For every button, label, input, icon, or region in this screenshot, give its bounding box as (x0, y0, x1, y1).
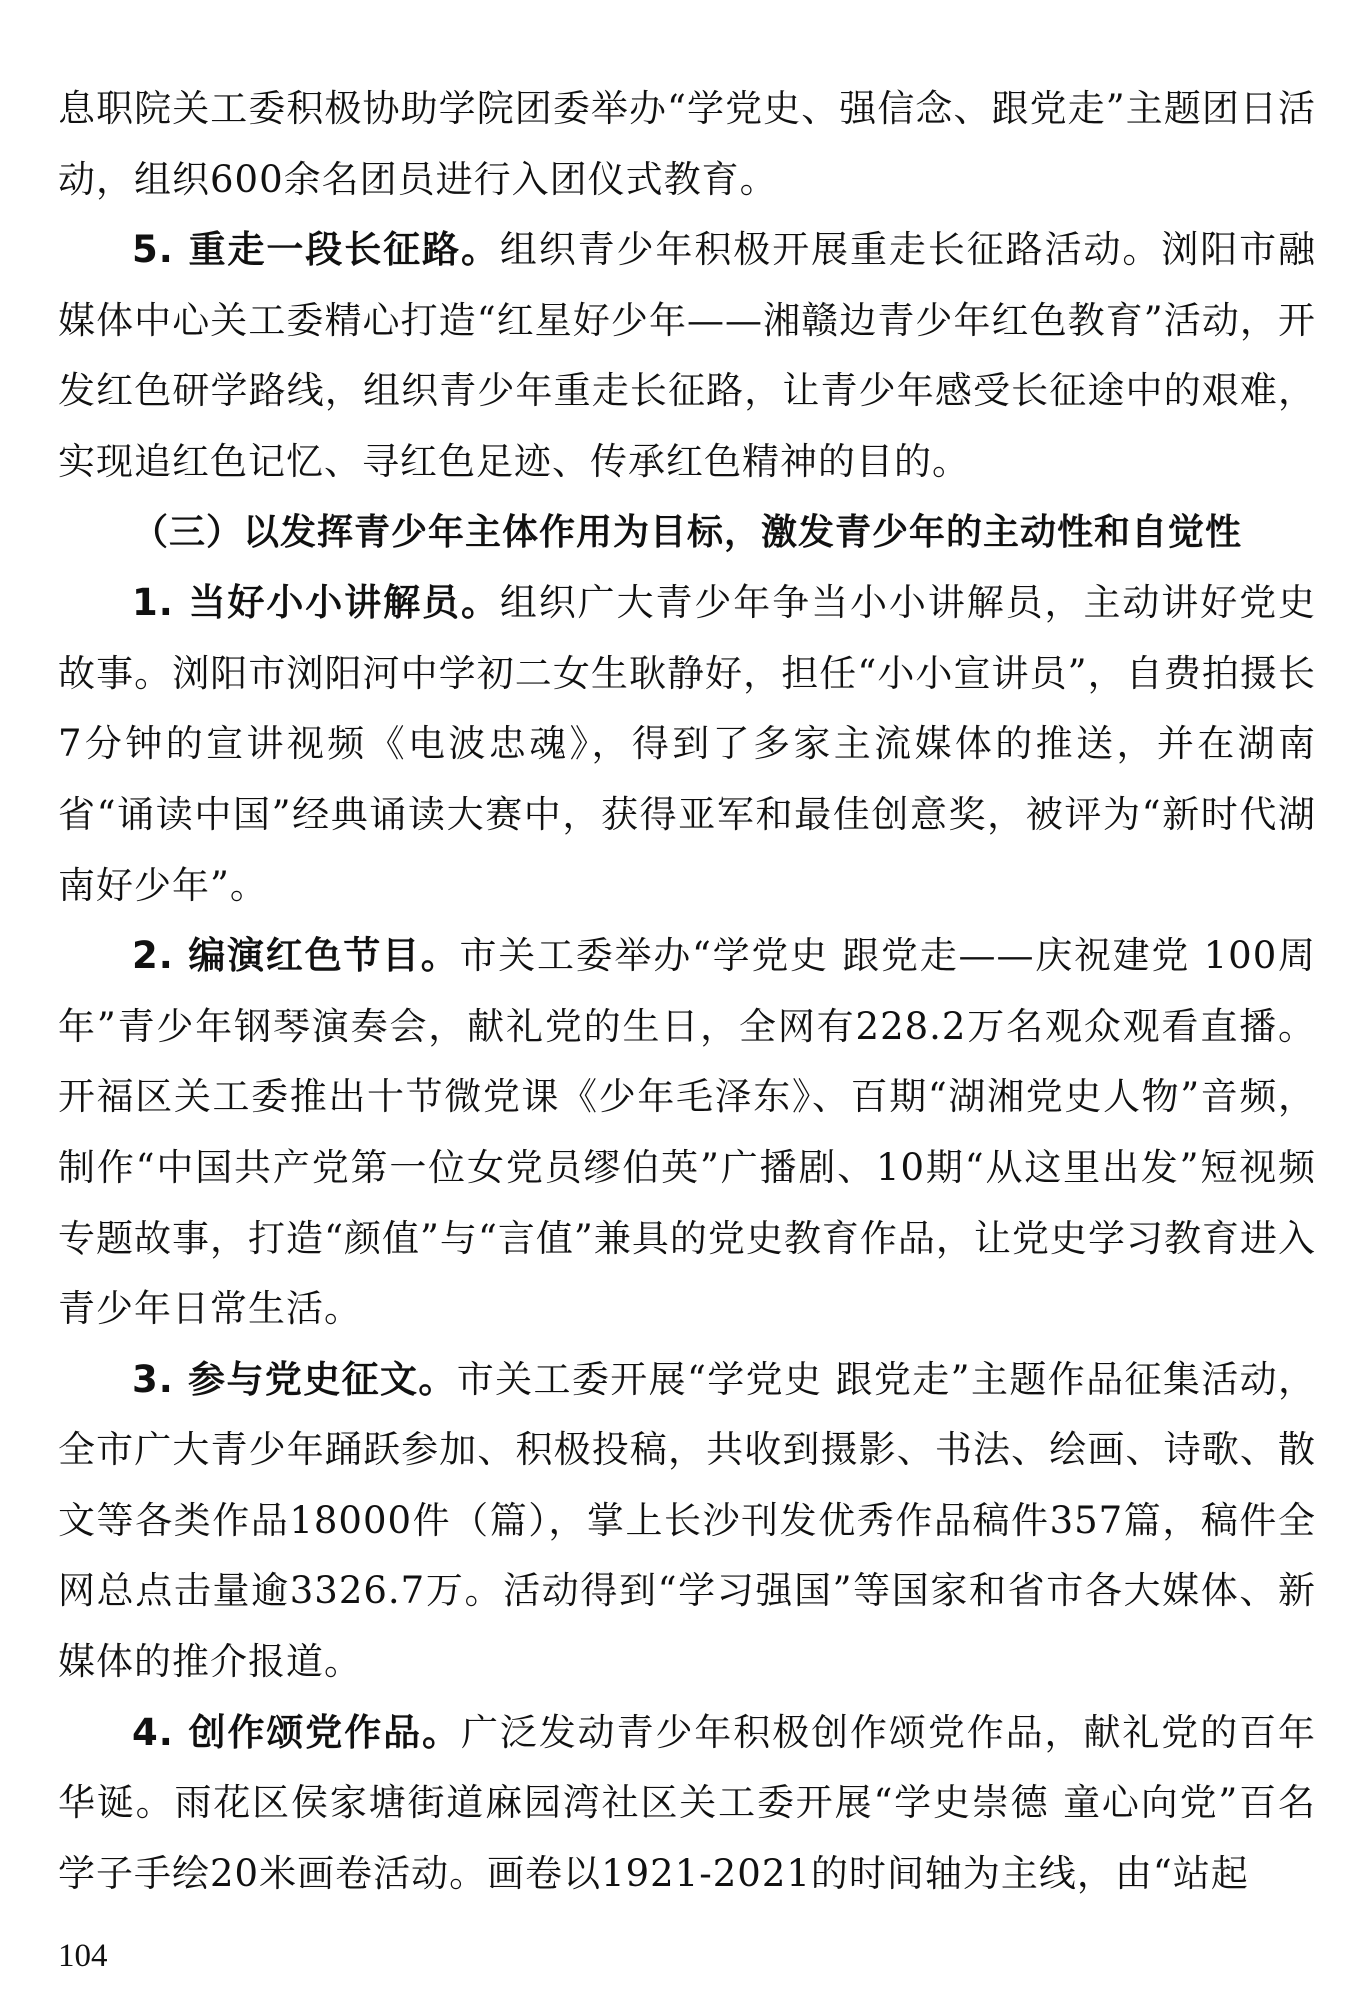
paragraph-text: 组织广大青少年争当小小讲解员，主动讲好党史故事。浏阳市浏阳河中学初二女生耿静好，担任“小小宣讲员”，自费拍摄长7分钟的宣讲视频《电波忠魂》，得到了多家主流媒体的推送，并在湖南省“诵读中国”经典诵读大赛中，获得亚军和最佳创意奖，被评为“新时代湖南好少年”。 (58, 581, 1317, 907)
paragraph-continuation (58, 74, 1316, 215)
paragraph-text: 息职院关工委积极协助学院团委举办“学党史、强信念、跟党走”主题团日活动，组织600余名团员进行入团仪式教育。 (58, 87, 1316, 201)
paragraph-text: 广泛发动青少年积极创作颂党作品，献礼党的百年华诞。雨花区侯家塘街道麻园湾社区关工委开展“学史崇德 童心向党”百名学子手绘20米画卷活动。画卷以1921-2021的时间轴为主线，由“站起 (58, 1710, 1317, 1895)
paragraph-essay-contest (58, 1345, 1316, 1698)
page-number: 104 (58, 1938, 108, 1974)
paragraph-red-program (58, 921, 1316, 1345)
paragraph-lead: 5. 重走一段长征路。 (132, 228, 500, 272)
paragraph-long-march (58, 215, 1316, 497)
paragraph-creative-works (58, 1698, 1316, 1910)
paragraph-lead: 2. 编演红色节目。 (132, 934, 460, 978)
paragraph-lead: 1. 当好小小讲解员。 (132, 581, 500, 625)
paragraph-text: 市关工委举办“学党史 跟党走——庆祝建党 100周年”青少年钢琴演奏会，献礼党的生日，全网有228.2万名观众观看直播。开福区关工委推出十节微党课《少年毛泽东》、百期“湖湘党史人物”音频，制作“中国共产党第一位女党员缪伯英”广播剧、10期“从这里出发”短视频专题故事，打造“颜值”与“言值”兼具的党史教育作品，让党史学习教育进入青少年日常生活。 (58, 934, 1316, 1331)
document-body (58, 74, 1316, 1909)
paragraph-little-guide (58, 568, 1316, 921)
paragraph-lead: 4. 创作颂党作品。 (132, 1710, 461, 1754)
section-heading: （三）以发挥青少年主体作用为目标，激发青少年的主动性和自觉性 (132, 511, 1243, 553)
paragraph-text: 市关工委开展“学党史 跟党走”主题作品征集活动，全市广大青少年踊跃参加、积极投稿，共收到摄影、书法、绘画、诗歌、散文等各类作品18000件（篇），掌上长沙刊发优秀作品稿件357篇，稿件全网总点击量逾3326.7万。活动得到“学习强国”等国家和省市各大媒体、新媒体的推介报道。 (58, 1357, 1317, 1684)
paragraph-text: 组织青少年积极开展重走长征路活动。浏阳市融媒体中心关工委精心打造“红星好少年——湘赣边青少年红色教育”活动，开发红色研学路线，组织青少年重走长征路，让青少年感受长征途中的艰难，实现追红色记忆、寻红色足迹、传承红色精神的目的。 (58, 228, 1317, 483)
paragraph-lead: 3. 参与党史征文。 (132, 1357, 457, 1401)
